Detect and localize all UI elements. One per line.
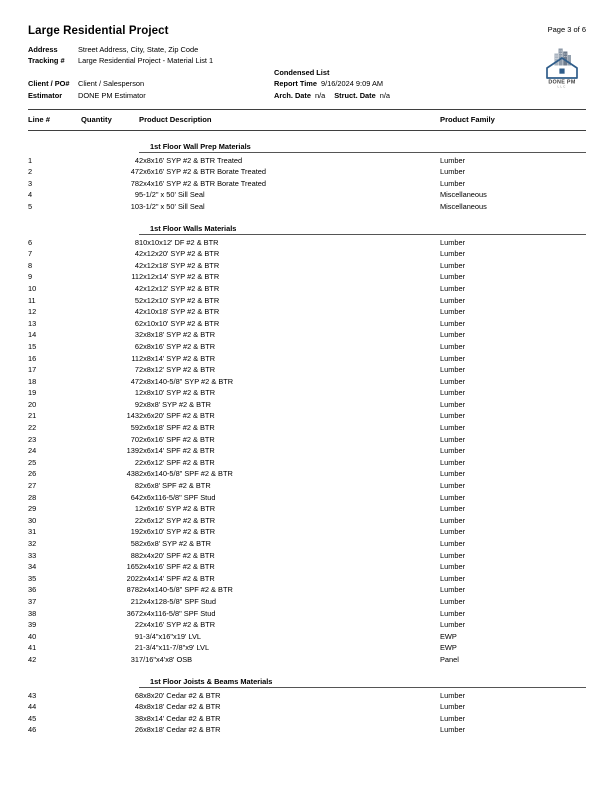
table-spacer-cell (28, 666, 586, 677)
cell-line-number: 46 (28, 725, 37, 735)
cell-product-family: Lumber (440, 260, 466, 270)
cell-quantity: 2 (134, 725, 139, 735)
table-row (28, 503, 586, 515)
table-row (28, 387, 586, 399)
cell-line-number: 43 (28, 690, 37, 700)
cell-quantity: 19 (130, 527, 139, 537)
table-row (28, 248, 586, 260)
cell-line-number: 41 (28, 643, 37, 653)
table-row (28, 376, 586, 388)
section-pad-cell (28, 142, 81, 155)
cell-product-family: Lumber (440, 318, 466, 328)
table-header (28, 110, 586, 130)
cell-product-description: 2x6x8' SPF #2 & BTR (139, 481, 211, 491)
cell-line-number: 35 (28, 573, 37, 583)
cell-product-description: 2x8x18' SYP #2 & BTR (139, 330, 216, 340)
cell-quantity: 4 (134, 260, 139, 270)
cell-quantity: 367 (126, 608, 139, 618)
cell-line-number: 45 (28, 713, 37, 723)
materials-table (28, 110, 586, 736)
cell-line-number: 14 (28, 330, 37, 340)
page-number: Page 3 of 6 (547, 25, 586, 34)
cell-product-description: 2x10x18' SYP #2 & BTR (139, 307, 220, 317)
cell-line-number: 9 (28, 272, 33, 282)
table-row (28, 515, 586, 527)
cell-quantity: 4 (134, 249, 139, 259)
cell-product-family: Lumber (440, 550, 466, 560)
tracking-label: Tracking # (28, 56, 65, 66)
estimator-value: DONE PM Estimator (78, 90, 146, 100)
section-header-cell (139, 142, 586, 155)
cell-product-family: Lumber (440, 399, 466, 409)
cell-line-number: 6 (28, 237, 33, 247)
cell-product-family: Lumber (440, 388, 466, 398)
cell-line-number: 16 (28, 353, 37, 363)
table-row (28, 631, 586, 643)
meta-row-report-time (274, 78, 604, 89)
cell-product-family: Lumber (440, 446, 466, 456)
cell-quantity: 143 (126, 411, 139, 421)
cell-product-family: Lumber (440, 249, 466, 259)
table-body (28, 130, 586, 736)
cell-quantity: 2 (134, 457, 139, 467)
cell-line-number: 30 (28, 515, 37, 525)
cell-line-number: 18 (28, 376, 37, 386)
table-row (28, 538, 586, 550)
table-row (28, 573, 586, 585)
cell-quantity: 9 (134, 399, 139, 409)
cell-quantity: 4 (134, 307, 139, 317)
cell-product-description: 10x10x12' DF #2 & BTR (139, 237, 219, 247)
cell-product-family: Lumber (440, 585, 466, 595)
cell-line-number: 22 (28, 423, 37, 433)
report-time-value: 9/16/2024 9:09 AM (320, 79, 384, 89)
section-header-row (28, 142, 586, 155)
cell-line-number: 40 (28, 631, 37, 641)
cell-product-family: Lumber (440, 713, 466, 723)
cell-product-family: Miscellaneous (440, 190, 487, 200)
cell-product-description: 2x10x10' SYP #2 & BTR (139, 318, 220, 328)
meta-left-column (28, 44, 250, 101)
table-row (28, 550, 586, 562)
cell-quantity: 2 (134, 620, 139, 630)
cell-product-description: 2x8x10' SYP #2 & BTR (139, 388, 216, 398)
cell-product-family: EWP (440, 631, 457, 641)
cell-product-description: 2x6x16' SPF #2 & BTR (139, 434, 215, 444)
cell-line-number: 7 (28, 249, 33, 259)
table-row (28, 410, 586, 422)
cell-quantity: 202 (126, 573, 139, 583)
client-po-label: Client / PO# (28, 79, 70, 89)
struct-date-label: Struct. Date (334, 90, 376, 100)
cell-line-number: 17 (28, 365, 37, 375)
cell-line-number: 11 (28, 295, 36, 305)
cell-product-family: Lumber (440, 515, 466, 525)
cell-product-family: EWP (440, 643, 457, 653)
column-header-quantity: Quantity (81, 115, 112, 125)
cell-product-description: 2x8x140-5/8" SYP #2 & BTR (139, 376, 234, 386)
table-row (28, 178, 586, 190)
cell-quantity: 5 (134, 295, 139, 305)
column-header-line: Line # (28, 115, 50, 125)
table-row (28, 526, 586, 538)
table-row (28, 445, 586, 457)
cell-quantity: 3 (134, 713, 139, 723)
estimator-label: Estimator (28, 90, 63, 100)
cell-quantity: 9 (134, 190, 139, 200)
cell-line-number: 42 (28, 654, 37, 664)
cell-product-description: 2x4x128-5/8" SPF Stud (139, 596, 216, 606)
cell-line-number: 15 (28, 341, 37, 351)
cell-product-family: Lumber (440, 178, 466, 188)
cell-quantity: 21 (130, 596, 139, 606)
cell-product-description: 2x4x16' SYP #2 & BTR (139, 620, 216, 630)
cell-quantity: 70 (130, 434, 139, 444)
cell-quantity: 8 (134, 237, 139, 247)
cell-product-description: 3-1/2" x 50' Sill Seal (139, 201, 205, 211)
table-row (28, 237, 586, 249)
cell-line-number: 2 (28, 167, 33, 177)
cell-quantity: 47 (130, 167, 139, 177)
page-title: Large Residential Project (28, 25, 169, 37)
cell-quantity: 3 (134, 330, 139, 340)
section-header-cell (139, 677, 586, 690)
table-row (28, 341, 586, 353)
cell-quantity: 59 (130, 423, 139, 433)
column-header-product-description: Product Description (139, 115, 212, 125)
cell-product-family: Lumber (440, 365, 466, 375)
meta-row-address (28, 44, 250, 55)
cell-quantity: 6 (134, 341, 139, 351)
cell-quantity: 4 (134, 702, 139, 712)
table-row (28, 271, 586, 283)
cell-quantity: 64 (130, 492, 139, 502)
table-row (28, 434, 586, 446)
cell-product-description: 8x8x18' Cedar #2 & BTR (139, 702, 221, 712)
cell-product-family: Lumber (440, 492, 466, 502)
cell-product-description: 2x6x16' SYP #2 & BTR (139, 504, 216, 514)
cell-product-description: 2x4x20' SPF #2 & BTR (139, 550, 215, 560)
cell-product-description: 2x4x14' SPF #2 & BTR (139, 573, 215, 583)
table-spacer-row (28, 666, 586, 677)
section-pad-cell (28, 677, 81, 690)
cell-line-number: 28 (28, 492, 37, 502)
cell-product-description: 2x6x10' SYP #2 & BTR (139, 527, 216, 537)
cell-line-number: 1 (28, 155, 33, 165)
cell-line-number: 19 (28, 388, 37, 398)
table-row (28, 306, 586, 318)
cell-product-family: Lumber (440, 283, 466, 293)
cell-line-number: 27 (28, 481, 37, 491)
cell-line-number: 33 (28, 550, 37, 560)
cell-quantity: 7 (134, 365, 139, 375)
table-row (28, 329, 586, 341)
tracking-value: Large Residential Project - Material List 1 (78, 56, 214, 66)
cell-product-description: 2x6x14' SPF #2 & BTR (139, 446, 215, 456)
cell-line-number: 31 (28, 527, 37, 537)
cell-product-description: 6x8x18' Cedar #2 & BTR (139, 725, 221, 735)
table-row (28, 364, 586, 376)
section-pad-cell (81, 142, 139, 155)
table-spacer-cell (28, 213, 586, 224)
table-row (28, 283, 586, 295)
cell-line-number: 5 (28, 201, 33, 211)
cell-line-number: 8 (28, 260, 33, 270)
cell-product-description: 2x12x10' SYP #2 & BTR (139, 295, 220, 305)
table-row (28, 713, 586, 725)
table-row (28, 561, 586, 573)
table-row (28, 596, 586, 608)
cell-line-number: 26 (28, 469, 37, 479)
cell-product-description: 2x6x16' SYP #2 & BTR Borate Treated (139, 167, 266, 177)
cell-quantity: 58 (130, 539, 139, 549)
table-header-row (28, 110, 586, 130)
cell-product-family: Lumber (440, 376, 466, 386)
table-row (28, 155, 586, 167)
cell-product-family: Lumber (440, 481, 466, 491)
cell-line-number: 44 (28, 702, 37, 712)
cell-product-family: Lumber (440, 562, 466, 572)
table-row (28, 492, 586, 504)
cell-line-number: 25 (28, 457, 37, 467)
cell-product-family: Lumber (440, 527, 466, 537)
cell-product-family: Lumber (440, 330, 466, 340)
section-title: 1st Floor Joists & Beams Materials (139, 677, 586, 688)
table-row (28, 457, 586, 469)
cell-product-family: Lumber (440, 155, 466, 165)
document-meta (28, 44, 586, 101)
section-title: 1st Floor Walls Materials (139, 224, 586, 235)
cell-quantity: 438 (126, 469, 139, 479)
cell-product-description: 2x12x20' SYP #2 & BTR (139, 249, 220, 259)
section-header-row (28, 677, 586, 690)
cell-quantity: 1 (134, 504, 139, 514)
cell-quantity: 6 (134, 690, 139, 700)
cell-product-description: 2x6x116-5/8" SPF Stud (139, 492, 216, 502)
cell-quantity: 4 (134, 155, 139, 165)
cell-quantity: 11 (131, 272, 139, 282)
table-row (28, 724, 586, 736)
cell-line-number: 37 (28, 596, 37, 606)
meta-row-client (28, 78, 250, 89)
report-time-label: Report Time (274, 79, 317, 89)
cell-product-description: 2x12x18' SYP #2 & BTR (139, 260, 220, 270)
cell-line-number: 39 (28, 620, 37, 630)
cell-product-family: Lumber (440, 423, 466, 433)
cell-line-number: 38 (28, 608, 37, 618)
cell-product-description: 2x8x12' SYP #2 & BTR (139, 365, 216, 375)
address-value: Street Address, City, State, Zip Code (78, 45, 199, 54)
cell-product-description: 2x6x8' SYP #2 & BTR (139, 539, 211, 549)
cell-product-family: Lumber (440, 307, 466, 317)
cell-product-description: 2x8x16' SYP #2 & BTR Treated (139, 155, 243, 165)
table-row (28, 260, 586, 272)
table-row (28, 422, 586, 434)
table-row (28, 295, 586, 307)
cell-product-description: 8x8x20' Cedar #2 & BTR (139, 690, 221, 700)
meta-row-tracking (28, 55, 250, 66)
table-row (28, 399, 586, 411)
column-header-product-family: Product Family (440, 115, 495, 125)
cell-line-number: 20 (28, 399, 37, 409)
table-row (28, 608, 586, 620)
cell-product-description: 2x8x8' SYP #2 & BTR (139, 399, 211, 409)
cell-product-family: Lumber (440, 596, 466, 606)
cell-product-description: 2x4x16' SYP #2 & BTR Borate Treated (139, 178, 266, 188)
header-divider (28, 109, 586, 110)
svg-text:LLC: LLC (557, 84, 567, 88)
section-pad-cell (28, 224, 81, 237)
table-row (28, 690, 586, 702)
cell-line-number: 34 (28, 562, 37, 572)
cell-quantity: 78 (130, 178, 139, 188)
cell-product-description: 5-1/2" x 50' Sill Seal (139, 190, 205, 200)
table-row (28, 318, 586, 330)
cell-quantity: 8 (134, 481, 139, 491)
cell-quantity: 4 (134, 283, 139, 293)
cell-product-description: 2x12x12' SYP #2 & BTR (139, 283, 220, 293)
cell-product-family: Lumber (440, 434, 466, 444)
cell-product-family: Lumber (440, 690, 466, 700)
cell-product-family: Lumber (440, 725, 466, 735)
cell-product-family: Lumber (440, 608, 466, 618)
cell-product-description: 2x8x16' SYP #2 & BTR (139, 341, 216, 351)
table-row (28, 480, 586, 492)
cell-quantity: 9 (134, 631, 139, 641)
cell-product-description: 8x8x14' Cedar #2 & BTR (139, 713, 221, 723)
cell-line-number: 36 (28, 585, 37, 595)
cell-product-family: Lumber (440, 539, 466, 549)
cell-product-family: Lumber (440, 167, 466, 177)
table-row (28, 642, 586, 654)
cell-product-description: 2x6x12' SPF #2 & BTR (139, 457, 215, 467)
meta-row-estimator (28, 90, 250, 101)
cell-product-description: 7/16"x4'x8' OSB (139, 654, 193, 664)
arch-date-label: Arch. Date (274, 90, 311, 100)
table-row (28, 701, 586, 713)
svg-text:DONE PM: DONE PM (548, 79, 576, 86)
table-row (28, 584, 586, 596)
table-row (28, 468, 586, 480)
section-header-row (28, 224, 586, 237)
cell-quantity: 6 (134, 318, 139, 328)
document-header (28, 24, 586, 110)
cell-product-description: 2x4x16' SPF #2 & BTR (139, 562, 215, 572)
cell-line-number: 13 (28, 318, 37, 328)
cell-product-family: Lumber (440, 295, 466, 305)
table-row (28, 619, 586, 631)
section-header-cell (139, 224, 586, 237)
cell-line-number: 10 (28, 283, 37, 293)
cell-quantity: 139 (126, 446, 139, 456)
cell-line-number: 32 (28, 539, 37, 549)
cell-product-description: 2x4x116-5/8" SPF Stud (139, 608, 216, 618)
section-pad-cell (81, 224, 139, 237)
address-label: Address (28, 45, 58, 54)
table-row (28, 353, 586, 365)
section-pad-cell (81, 677, 139, 690)
table-row (28, 654, 586, 666)
cell-product-description: 2x6x20' SPF #2 & BTR (139, 411, 215, 421)
cell-line-number: 29 (28, 504, 37, 514)
cell-product-family: Lumber (440, 504, 466, 514)
table-row (28, 201, 586, 213)
condensed-list-badge: Condensed List (274, 67, 330, 77)
cell-product-family: Lumber (440, 620, 466, 630)
cell-line-number: 4 (28, 190, 33, 200)
meta-right-column (274, 78, 604, 101)
meta-row-dates (274, 90, 604, 101)
cell-product-family: Lumber (440, 702, 466, 712)
cell-product-family: Panel (440, 654, 459, 664)
cell-product-family: Lumber (440, 411, 466, 421)
cell-product-description: 2x6x18' SPF #2 & BTR (139, 423, 215, 433)
cell-quantity: 1 (134, 388, 139, 398)
cell-quantity: 47 (130, 376, 139, 386)
cell-quantity: 2 (134, 643, 139, 653)
cell-line-number: 3 (28, 178, 33, 188)
cell-quantity: 878 (126, 585, 139, 595)
cell-product-description: 2x6x140-5/8" SPF #2 & BTR (139, 469, 233, 479)
cell-product-family: Lumber (440, 237, 466, 247)
cell-product-description: 2x4x140-5/8" SPF #2 & BTR (139, 585, 233, 595)
cell-product-family: Lumber (440, 272, 466, 282)
cell-quantity: 11 (131, 353, 139, 363)
client-po-value: Client / Salesperson (78, 79, 145, 89)
cell-product-family: Miscellaneous (440, 201, 487, 211)
cell-quantity: 2 (134, 515, 139, 525)
table-spacer-cell (28, 130, 586, 142)
cell-product-family: Lumber (440, 457, 466, 467)
cell-line-number: 21 (28, 411, 37, 421)
cell-line-number: 12 (28, 307, 37, 317)
cell-product-description: 2x6x12' SYP #2 & BTR (139, 515, 216, 525)
cell-product-description: 2x8x14' SYP #2 & BTR (139, 353, 216, 363)
cell-quantity: 165 (126, 562, 139, 572)
cell-line-number: 23 (28, 434, 37, 444)
cell-quantity: 31 (130, 654, 139, 664)
table-spacer-row (28, 213, 586, 224)
cell-product-description: 1-3/4"x11-7/8"x9' LVL (139, 643, 210, 653)
cell-product-family: Lumber (440, 353, 466, 363)
cell-quantity: 10 (130, 201, 139, 211)
struct-date-value: n/a (379, 90, 391, 100)
table-spacer-row (28, 130, 586, 142)
table-row (28, 166, 586, 178)
cell-product-description: 2x12x14' SYP #2 & BTR (139, 272, 220, 282)
cell-product-family: Lumber (440, 469, 466, 479)
arch-date-value: n/a (314, 90, 326, 100)
cell-product-family: Lumber (440, 341, 466, 351)
cell-product-description: 1-3/4"x16"x19' LVL (139, 631, 201, 641)
cell-product-family: Lumber (440, 573, 466, 583)
table-row (28, 189, 586, 201)
cell-quantity: 88 (130, 550, 139, 560)
section-title: 1st Floor Wall Prep Materials (139, 142, 586, 153)
cell-line-number: 24 (28, 446, 37, 456)
